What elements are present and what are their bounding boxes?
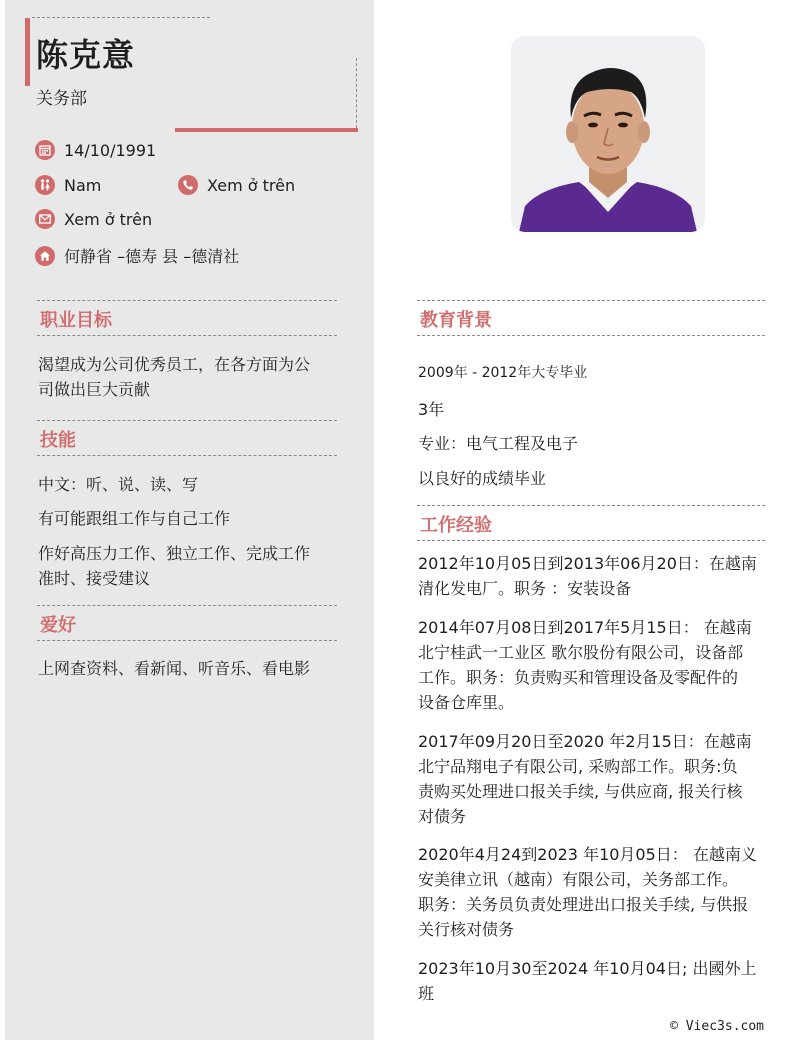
gender-icon <box>35 175 55 195</box>
section-title: 职业目标 <box>40 310 112 331</box>
skill-item: 中文：听、说、读、写 <box>38 475 199 494</box>
objective-line: 司做出巨大贡献 <box>38 380 151 399</box>
experience-line: 班 <box>418 984 435 1003</box>
experience-line: 安美律立讯（越南）有限公司，关务部工作。 <box>418 870 739 889</box>
header-accent-underline <box>175 128 358 132</box>
skill-line: 准时、接受建议 <box>38 569 151 588</box>
candidate-position: 关务部 <box>36 89 87 109</box>
calendar-icon <box>35 140 55 160</box>
address-value: 何静省 –德寿 县 –德清社 <box>64 247 240 266</box>
section-objective <box>37 300 337 336</box>
experience-entry <box>418 615 752 715</box>
experience-line: 2020年4月24到2023 年10月05日： 在越南义 <box>418 845 757 864</box>
section-experience <box>417 505 765 541</box>
experience-line: 责购买处理进口报关手续, 与供应商, 报关行核 <box>418 782 743 801</box>
phone-icon <box>178 175 198 195</box>
section-hobbies <box>37 605 337 641</box>
objective-text <box>38 352 310 402</box>
section-title: 技能 <box>40 430 76 451</box>
section-title: 教育背景 <box>420 310 492 331</box>
contact-gender <box>35 175 101 195</box>
header-right-divider <box>356 58 357 128</box>
contact-phone <box>178 175 295 195</box>
education-duration: 3年 <box>418 400 445 419</box>
education-result: 以良好的成绩毕业 <box>418 469 547 488</box>
section-title: 爱好 <box>40 615 76 636</box>
section-skills <box>37 420 337 456</box>
experience-line: 2023年10月30至2024 年10月04日; 出國外上 <box>418 959 757 978</box>
copyright-footer: © Viec3s.com <box>670 1019 764 1034</box>
experience-line: 2017年09月20日至2020 年2月15日：在越南 <box>418 732 752 751</box>
experience-line: 北宁桂武一工业区 歌尔股份有限公司，设备部 <box>418 643 744 662</box>
education-major: 专业：电气工程及电子 <box>418 434 579 453</box>
experience-line: 清化发电厂。职务 ：安装设备 <box>418 579 632 598</box>
home-icon <box>35 246 55 266</box>
skill-line: 作好高压力工作、独立工作、完成工作 <box>38 544 311 563</box>
candidate-name: 陈克意 <box>36 36 136 74</box>
skill-item <box>38 541 310 591</box>
email-value: Xem ở trên <box>64 209 153 229</box>
phone-value: Xem ở trên <box>207 175 296 195</box>
experience-line: 关行核对债务 <box>418 920 515 939</box>
experience-entry <box>418 956 756 1006</box>
experience-entry <box>418 729 752 829</box>
experience-line: 2012年10月05日到2013年06月20日：在越南 <box>418 554 757 573</box>
skill-item: 有可能跟组工作与自己工作 <box>38 509 231 528</box>
contact-address <box>35 244 239 267</box>
envelope-icon <box>35 209 55 229</box>
experience-entry <box>418 842 757 942</box>
hobbies-text: 上网查资料、看新闻、听音乐、看电影 <box>38 659 311 678</box>
section-title: 工作经验 <box>420 515 492 536</box>
experience-line: 北宁品翔电子有限公司, 采购部工作。职务:负 <box>418 757 738 776</box>
experience-line: 工作。职务：负责购买和管理设备及零配件的 <box>418 668 739 687</box>
contact-dob <box>35 140 156 160</box>
gender-value: Nam <box>64 175 102 195</box>
experience-line: 2014年07月08日到2017年5月15日： 在越南 <box>418 618 752 637</box>
experience-line: 对债务 <box>418 807 467 826</box>
education-period: 2009年 - 2012年大专毕业 <box>418 365 588 381</box>
profile-photo <box>511 36 705 232</box>
name-accent-bar <box>25 18 30 86</box>
experience-entry <box>418 551 757 601</box>
objective-line: 渴望成为公司优秀员工，在各方面为公 <box>38 355 311 374</box>
experience-line: 职务：关务员负责处理进出口报关手续, 与供报 <box>418 895 749 914</box>
dob-value: 14/10/1991 <box>64 140 157 160</box>
header-top-divider <box>32 17 210 18</box>
section-education <box>417 300 765 336</box>
contact-email <box>35 209 152 229</box>
experience-line: 设备仓库里。 <box>418 693 515 712</box>
